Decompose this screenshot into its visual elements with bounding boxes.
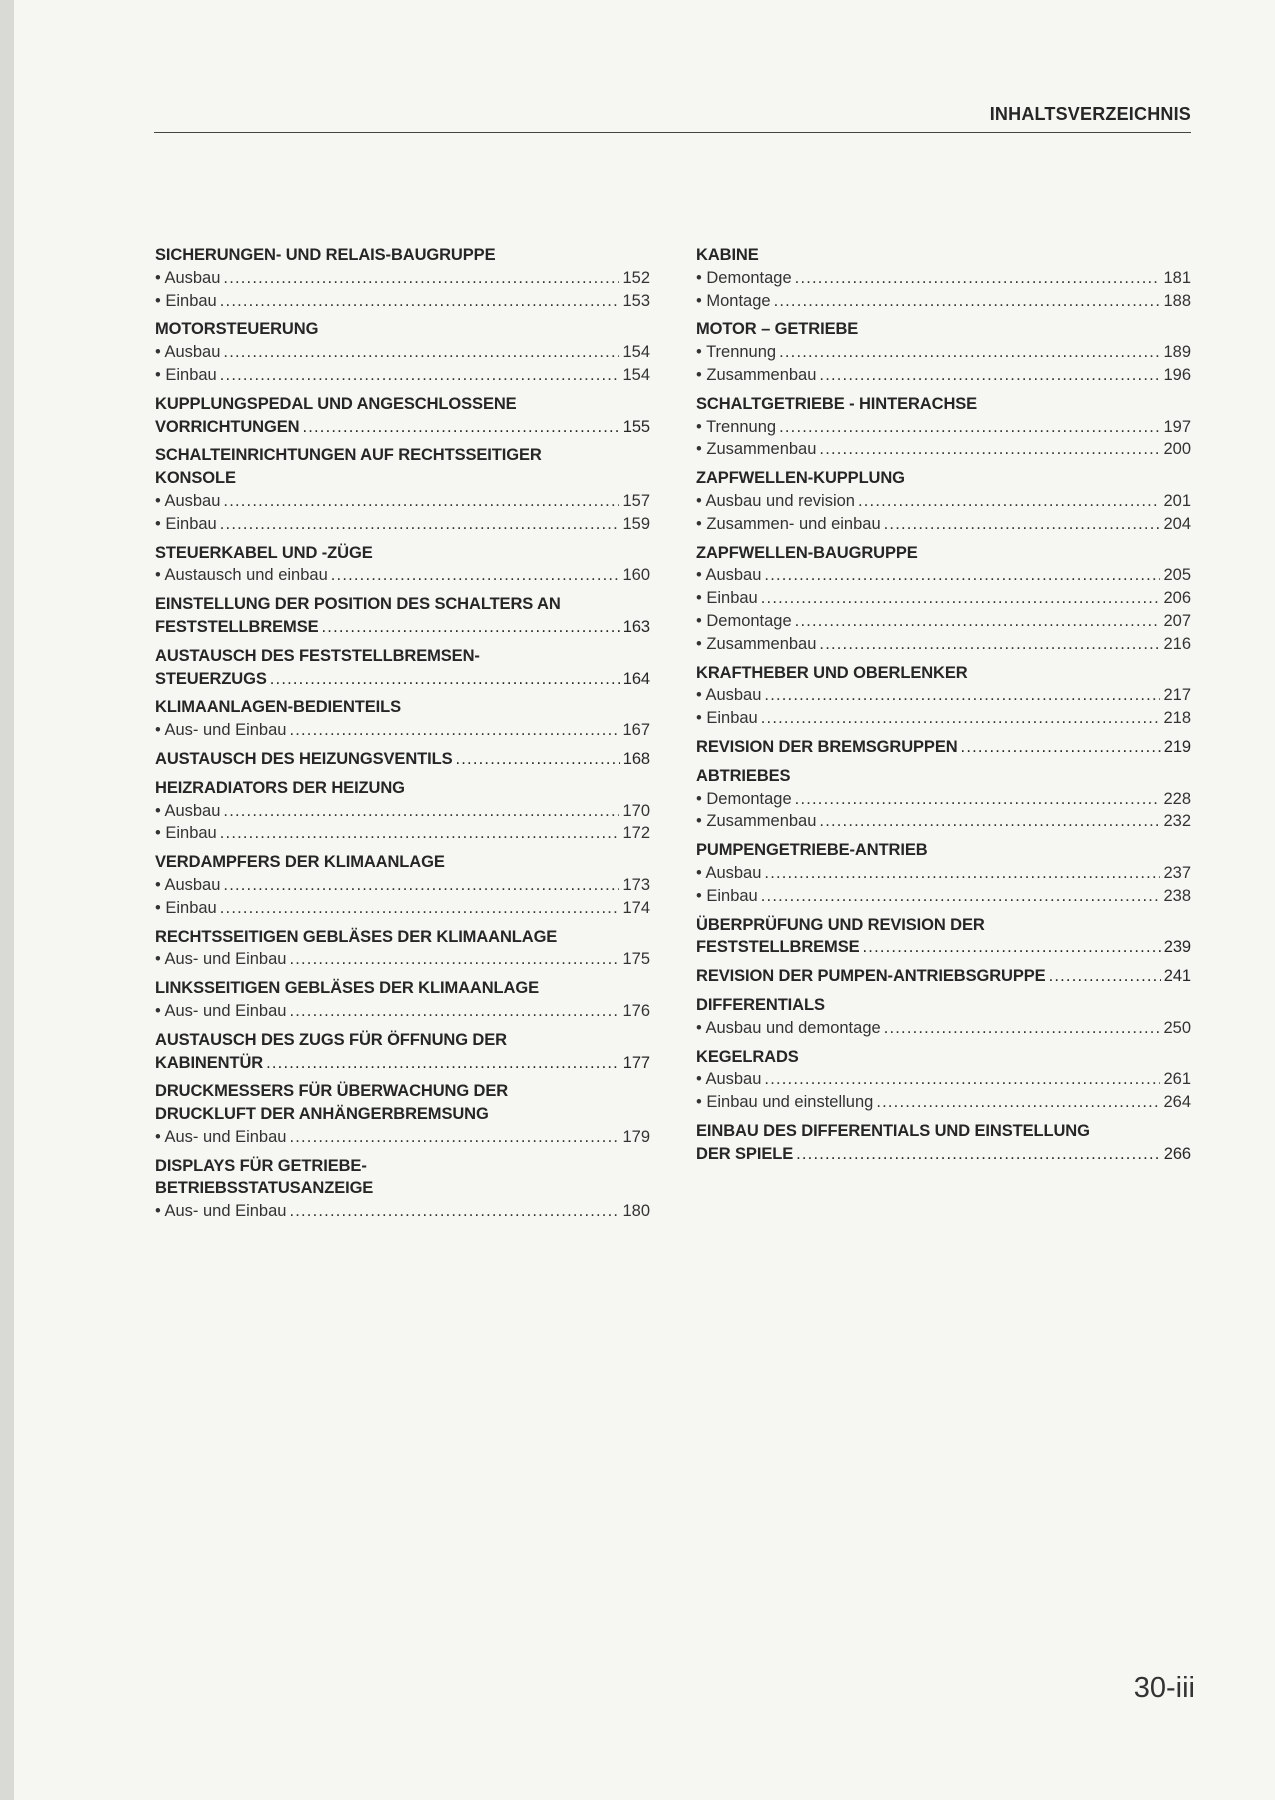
toc-section (155, 1029, 650, 1075)
page-ref: 250 (1163, 1018, 1191, 1037)
toc-section-title[interactable] (155, 593, 650, 616)
toc-section (155, 542, 650, 588)
page-ref: 216 (1163, 634, 1191, 653)
toc-section-title[interactable] (696, 936, 1191, 959)
dot-leader (220, 822, 620, 845)
dot-leader (764, 684, 1160, 707)
page-ref: 238 (1163, 886, 1191, 905)
page-ref: 163 (622, 617, 650, 636)
toc-section-title[interactable] (696, 765, 1191, 788)
toc-section (155, 696, 650, 742)
toc-section-title[interactable] (696, 965, 1191, 988)
dot-leader (884, 513, 1161, 536)
entry-label: • Einbau (155, 514, 217, 533)
toc-section-title[interactable] (696, 662, 1191, 685)
page-ref: 217 (1163, 686, 1191, 705)
toc-section-title[interactable] (155, 977, 650, 1000)
section-title-text: SCHALTGETRIEBE - HINTERACHSE (696, 394, 978, 413)
page-ref: 154 (622, 343, 650, 362)
entry-label: • Zusammenbau (696, 812, 817, 831)
dot-leader (761, 587, 1161, 610)
dot-leader (796, 1143, 1161, 1166)
dot-leader (764, 1068, 1160, 1091)
toc-section-title[interactable] (155, 645, 650, 668)
toc-entry[interactable] (696, 810, 1191, 833)
toc-entry[interactable] (696, 1017, 1191, 1040)
entry-label: • Aus- und Einbau (155, 1001, 287, 1020)
toc-section (696, 914, 1191, 960)
dot-leader (270, 668, 620, 691)
dot-leader (266, 1052, 620, 1075)
page-ref: 205 (1163, 566, 1191, 585)
section-title-text: KABINENTÜR (155, 1053, 264, 1072)
toc-entry[interactable] (696, 290, 1191, 313)
entry-label: • Austausch und einbau (155, 566, 328, 585)
entry-label: • Zusammenbau (696, 365, 817, 384)
toc-section-title[interactable] (155, 444, 650, 467)
toc-entry[interactable] (696, 513, 1191, 536)
toc-entry[interactable] (696, 1091, 1191, 1114)
toc-section-title[interactable] (155, 777, 650, 800)
section-title-text: AUSTAUSCH DES HEIZUNGSVENTILS (155, 749, 453, 768)
page-ref: 175 (622, 950, 650, 969)
toc-entry[interactable] (696, 587, 1191, 610)
page-ref: 196 (1163, 365, 1191, 384)
section-title-text: DRUCKLUFT DER ANHÄNGERBREMSUNG (155, 1105, 489, 1124)
section-title-text: ZAPFWELLEN-BAUGRUPPE (696, 543, 918, 562)
toc-entry[interactable] (696, 341, 1191, 364)
scan-edge (0, 0, 14, 1800)
toc-section (696, 994, 1191, 1040)
toc-section (155, 851, 650, 919)
toc-section (155, 1155, 650, 1223)
page-ref: 261 (1163, 1070, 1191, 1089)
section-title-text: KRAFTHEBER UND OBERLENKER (696, 663, 968, 682)
section-title-text: STEUERKABEL UND -ZÜGE (155, 543, 373, 562)
page-ref: 152 (622, 268, 650, 287)
entry-label: • Einbau (155, 898, 217, 917)
dot-leader (819, 633, 1160, 656)
toc-section (696, 244, 1191, 312)
section-title-text: BETRIEBSSTATUSANZEIGE (155, 1179, 374, 1198)
page-ref: 232 (1163, 812, 1191, 831)
dot-leader (223, 874, 619, 897)
toc-entry[interactable] (696, 788, 1191, 811)
entry-label: • Einbau (696, 886, 758, 905)
toc-section-title[interactable] (155, 616, 650, 639)
page-ref: 154 (622, 365, 650, 384)
toc-section-title[interactable] (155, 467, 650, 490)
toc-entry[interactable] (696, 862, 1191, 885)
page-ref: 189 (1163, 343, 1191, 362)
page-ref: 167 (622, 721, 650, 740)
entry-label: • Einbau (155, 824, 217, 843)
section-title-text: ZAPFWELLEN-KUPPLUNG (696, 469, 905, 488)
entry-label: • Aus- und Einbau (155, 1127, 287, 1146)
section-title-text: DER SPIELE (696, 1144, 794, 1163)
toc-section-title[interactable] (155, 1029, 650, 1052)
toc-entry[interactable] (155, 822, 650, 845)
section-title-text: KABINE (696, 246, 759, 264)
toc-section-title[interactable] (696, 244, 1191, 267)
entry-label: • Ausbau (155, 268, 221, 287)
toc-section (155, 393, 650, 439)
page-number: 30-iii (1133, 1672, 1195, 1704)
toc-section-title[interactable] (155, 1080, 650, 1103)
dot-leader (289, 948, 619, 971)
toc-entry[interactable] (155, 341, 650, 364)
page-ref: 201 (1163, 491, 1191, 510)
page-ref: 239 (1163, 938, 1191, 957)
dot-leader (795, 610, 1161, 633)
page-ref: 159 (622, 514, 650, 533)
entry-label: • Zusammen- und einbau (696, 514, 881, 533)
section-title-text: FESTSTELLBREMSE (155, 617, 319, 636)
dot-leader (761, 707, 1161, 730)
entry-label: • Aus- und Einbau (155, 950, 287, 969)
toc-section-title[interactable] (696, 542, 1191, 565)
dot-leader (863, 936, 1161, 959)
toc-entry[interactable] (696, 364, 1191, 387)
dot-leader (858, 490, 1161, 513)
toc-entry[interactable] (155, 1200, 650, 1223)
section-title-text: RECHTSSEITIGEN GEBLÄSES DER KLIMAANLAGE (155, 927, 558, 946)
section-title-text: KUPPLUNGSPEDAL UND ANGESCHLOSSENE (155, 394, 517, 413)
page-ref: 197 (1163, 417, 1191, 436)
toc-entry[interactable] (696, 438, 1191, 461)
section-title-text: LINKSSEITIGEN GEBLÄSES DER KLIMAANLAGE (155, 979, 539, 998)
section-title-text: AUSTAUSCH DES ZUGS FÜR ÖFFNUNG DER (155, 1030, 507, 1049)
toc-section-title[interactable] (155, 416, 650, 439)
entry-label: • Ausbau (155, 343, 221, 362)
section-title-text: ABTRIEBES (696, 766, 791, 785)
section-title-text: KLIMAANLAGEN-BEDIENTEILS (155, 698, 402, 717)
toc-section-title[interactable] (155, 1155, 650, 1178)
page-ref: 218 (1163, 709, 1191, 728)
dot-leader (289, 1000, 619, 1023)
entry-label: • Ausbau (696, 863, 762, 882)
page-ref: 170 (622, 801, 650, 820)
entry-label: • Zusammenbau (696, 634, 817, 653)
toc-section-title[interactable] (155, 926, 650, 949)
toc-entry[interactable] (155, 1000, 650, 1023)
entry-label: • Ausbau (155, 801, 221, 820)
entry-label: • Demontage (696, 789, 792, 808)
dot-leader (961, 736, 1161, 759)
dot-leader (876, 1091, 1160, 1114)
toc-section-title[interactable] (155, 668, 650, 691)
dot-leader (289, 719, 619, 742)
section-title-text: FESTSTELLBREMSE (696, 938, 860, 957)
toc-section-title[interactable] (696, 1120, 1191, 1143)
dot-leader (795, 267, 1161, 290)
toc-section-title[interactable] (696, 839, 1191, 862)
dot-leader (223, 341, 619, 364)
toc-entry[interactable] (155, 267, 650, 290)
dot-leader (223, 267, 619, 290)
dot-leader (220, 513, 620, 536)
entry-label: • Einbau und einstellung (696, 1093, 874, 1112)
toc-section-title[interactable] (155, 542, 650, 565)
toc-section (696, 318, 1191, 386)
entry-label: • Aus- und Einbau (155, 1202, 287, 1221)
section-title-text: HEIZRADIATORS DER HEIZUNG (155, 778, 405, 797)
section-title-text: PUMPENGETRIEBE-ANTRIEB (696, 841, 928, 860)
page-ref: 173 (622, 875, 650, 894)
section-title-text: REVISION DER PUMPEN-ANTRIEBSGRUPPE (696, 967, 1046, 986)
page-ref: 164 (622, 669, 650, 688)
toc-section (155, 645, 650, 691)
dot-leader (764, 862, 1160, 885)
section-title-text: DRUCKMESSERS FÜR ÜBERWACHUNG DER (155, 1082, 509, 1101)
section-title-text: EINBAU DES DIFFERENTIALS UND EINSTELLUNG (696, 1121, 1090, 1140)
page-ref: 219 (1163, 737, 1191, 756)
toc-entry[interactable] (696, 684, 1191, 707)
page-ref: 179 (622, 1127, 650, 1146)
dot-leader (779, 416, 1160, 439)
page-ref: 200 (1163, 440, 1191, 459)
toc-section (696, 393, 1191, 461)
dot-leader (289, 1200, 619, 1223)
toc-entry[interactable] (696, 267, 1191, 290)
toc-entry[interactable] (155, 490, 650, 513)
section-title-text: EINSTELLUNG DER POSITION DES SCHALTERS AN (155, 595, 561, 614)
toc-entry[interactable] (696, 707, 1191, 730)
page-ref: 266 (1163, 1144, 1191, 1163)
entry-label: • Trennung (696, 417, 777, 436)
toc-section (155, 318, 650, 386)
toc-section-title[interactable] (696, 393, 1191, 416)
page-ref: 155 (622, 417, 650, 436)
section-title-text: AUSTAUSCH DES FESTSTELLBREMSEN- (155, 646, 480, 665)
dot-leader (819, 364, 1160, 387)
dot-leader (761, 885, 1161, 908)
toc-section (696, 1120, 1191, 1166)
toc-section-title[interactable] (155, 748, 650, 771)
toc-section-title[interactable] (155, 393, 650, 416)
toc-section-title[interactable] (155, 1103, 650, 1126)
entry-label: • Montage (696, 291, 771, 310)
section-title-text: KONSOLE (155, 469, 236, 488)
toc-section (155, 244, 650, 312)
toc-entry[interactable] (696, 564, 1191, 587)
entry-label: • Ausbau (696, 1070, 762, 1089)
page-ref: 181 (1163, 268, 1191, 287)
page-ref: 241 (1163, 967, 1191, 986)
page-header-title: INHALTSVERZEICHNIS (989, 104, 1191, 124)
toc-entry[interactable] (155, 800, 650, 823)
toc-left-column (155, 244, 650, 1223)
entry-label: • Ausbau und revision (696, 491, 855, 510)
toc-entry[interactable] (696, 416, 1191, 439)
dot-leader (220, 364, 620, 387)
toc-section-title[interactable] (155, 318, 650, 341)
page-ref: 180 (622, 1202, 650, 1221)
section-title-text: MOTORSTEUERUNG (155, 320, 319, 339)
page-ref: 172 (622, 824, 650, 843)
toc-section-title[interactable] (696, 994, 1191, 1017)
entry-label: • Ausbau (155, 491, 221, 510)
toc-section (155, 444, 650, 535)
dot-leader (331, 564, 620, 587)
page-ref: 207 (1163, 611, 1191, 630)
entry-label: • Einbau (696, 709, 758, 728)
dot-leader (819, 438, 1160, 461)
toc-entry[interactable] (155, 290, 650, 313)
entry-label: • Demontage (696, 268, 792, 287)
entry-label: • Zusammenbau (696, 440, 817, 459)
toc-section (155, 926, 650, 972)
entry-label: • Einbau (155, 291, 217, 310)
toc-section-title[interactable] (155, 696, 650, 719)
toc-section-title[interactable] (696, 318, 1191, 341)
toc-entry[interactable] (155, 897, 650, 920)
toc-entry[interactable] (155, 564, 650, 587)
toc-entry[interactable] (696, 1068, 1191, 1091)
toc-section (696, 662, 1191, 730)
toc-section (696, 965, 1191, 988)
toc-section (696, 736, 1191, 759)
toc-entry[interactable] (155, 948, 650, 971)
dot-leader (220, 290, 620, 313)
section-title-text: STEUERZUGS (155, 669, 267, 688)
toc-right-column (696, 244, 1191, 1165)
page-ref: 206 (1163, 589, 1191, 608)
page-ref: 264 (1163, 1093, 1191, 1112)
dot-leader (322, 616, 620, 639)
page-ref: 160 (622, 566, 650, 585)
toc-entry[interactable] (696, 610, 1191, 633)
toc-section (696, 765, 1191, 833)
toc-section (155, 748, 650, 771)
toc-section-title[interactable] (696, 467, 1191, 490)
toc-entry[interactable] (155, 1126, 650, 1149)
page-ref: 153 (622, 291, 650, 310)
toc-section-title[interactable] (155, 244, 650, 267)
entry-label: • Ausbau und demontage (696, 1018, 881, 1037)
section-title-text: REVISION DER BREMSGRUPPEN (696, 737, 958, 756)
dot-leader (455, 748, 619, 771)
section-title-text: VORRICHTUNGEN (155, 417, 300, 436)
toc-section-title[interactable] (696, 914, 1191, 937)
section-title-text: SICHERUNGEN- UND RELAIS-BAUGRUPPE (155, 246, 496, 264)
page-ref: 228 (1163, 789, 1191, 808)
dot-leader (223, 800, 619, 823)
toc-section-title[interactable] (696, 1046, 1191, 1069)
section-title-text: VERDAMPFERS DER KLIMAANLAGE (155, 853, 445, 872)
toc-section (696, 839, 1191, 907)
section-title-text: DIFFERENTIALS (696, 995, 825, 1014)
section-title-text: ÜBERPRÜFUNG UND REVISION DER (696, 915, 985, 934)
entry-label: • Einbau (696, 589, 758, 608)
page-ref: 188 (1163, 291, 1191, 310)
toc-section-title[interactable] (696, 1143, 1191, 1166)
toc-entry[interactable] (696, 490, 1191, 513)
page-ref: 157 (622, 491, 650, 510)
section-title-text: MOTOR – GETRIEBE (696, 320, 859, 339)
dot-leader (884, 1017, 1161, 1040)
dot-leader (289, 1126, 619, 1149)
page-ref: 177 (622, 1053, 650, 1072)
toc-section (155, 1080, 650, 1148)
entry-label: • Ausbau (696, 686, 762, 705)
entry-label: • Trennung (696, 343, 777, 362)
page-ref: 176 (622, 1001, 650, 1020)
entry-label: • Ausbau (696, 566, 762, 585)
toc-entry[interactable] (155, 719, 650, 742)
toc-entry[interactable] (155, 513, 650, 536)
section-title-text: DISPLAYS FÜR GETRIEBE- (155, 1156, 367, 1175)
page-ref: 204 (1163, 514, 1191, 533)
dot-leader (223, 490, 619, 513)
entry-label: • Ausbau (155, 875, 221, 894)
toc-section-title[interactable] (696, 736, 1191, 759)
toc-section (696, 467, 1191, 535)
toc-entry[interactable] (696, 885, 1191, 908)
dot-leader (819, 810, 1160, 833)
section-title-text: SCHALTEINRICHTUNGEN AUF RECHTSSEITIGER (155, 446, 542, 465)
header-rule (154, 132, 1191, 133)
page-ref: 174 (622, 898, 650, 917)
toc-section (155, 593, 650, 639)
entry-label: • Einbau (155, 365, 217, 384)
entry-label: • Aus- und Einbau (155, 721, 287, 740)
toc-section (696, 542, 1191, 656)
dot-leader (220, 897, 620, 920)
toc-section-title[interactable] (155, 1052, 650, 1075)
dot-leader (1049, 965, 1161, 988)
dot-leader (774, 290, 1161, 313)
dot-leader (779, 341, 1160, 364)
toc-section (155, 977, 650, 1023)
toc-section (696, 1046, 1191, 1114)
page-ref: 168 (622, 749, 650, 768)
section-title-text: KEGELRADS (696, 1047, 799, 1066)
page-ref: 237 (1163, 863, 1191, 882)
dot-leader (302, 416, 619, 439)
toc-entry[interactable] (155, 874, 650, 897)
dot-leader (795, 788, 1161, 811)
toc-entry[interactable] (696, 633, 1191, 656)
toc-entry[interactable] (155, 364, 650, 387)
toc-section-title[interactable] (155, 851, 650, 874)
dot-leader (764, 564, 1160, 587)
entry-label: • Demontage (696, 611, 792, 630)
toc-section (155, 777, 650, 845)
toc-section-title[interactable] (155, 1177, 650, 1200)
